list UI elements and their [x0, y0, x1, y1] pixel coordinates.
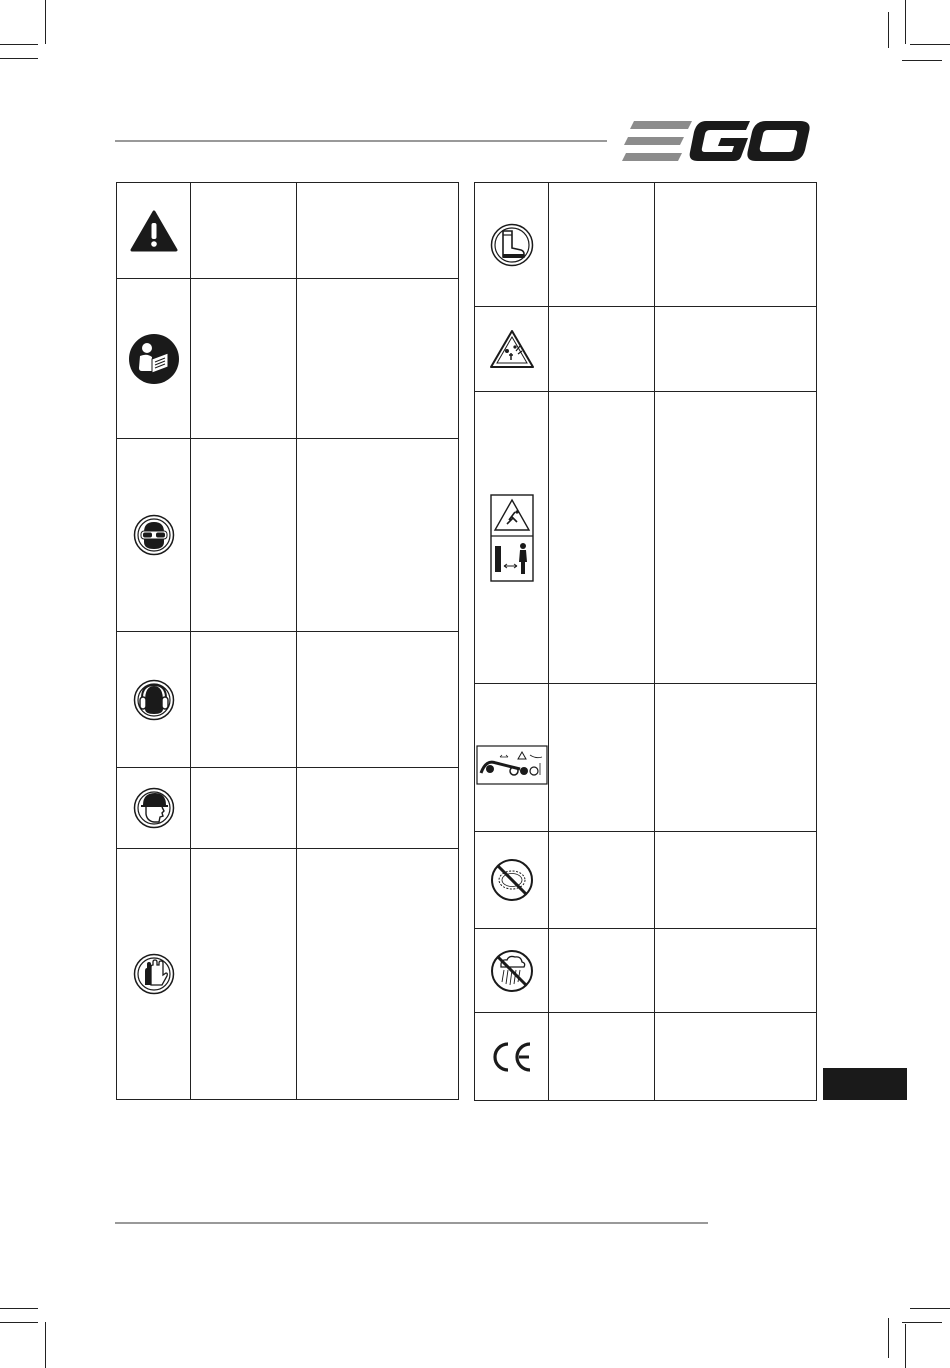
symbol-description [297, 632, 459, 768]
symbol-cell [475, 307, 549, 392]
header-rule [115, 140, 607, 142]
symbol-cell [117, 632, 191, 768]
symbol-cell [475, 392, 549, 684]
eye-protection-icon [133, 514, 175, 556]
symbol-name [191, 768, 297, 849]
table-row [475, 832, 817, 929]
read-manual-icon [128, 333, 180, 385]
symbol-cell [475, 1013, 549, 1101]
symbol-name [549, 684, 655, 832]
symbol-description [655, 392, 817, 684]
symbol-cell [117, 439, 191, 632]
crop-mark [888, 12, 889, 48]
symbol-cell [475, 832, 549, 929]
ego-logo [622, 118, 812, 164]
no-blade-icon [490, 858, 534, 902]
symbol-name [191, 849, 297, 1100]
ear-protection-icon [133, 679, 175, 721]
table-row [117, 768, 459, 849]
no-rain-icon [490, 949, 534, 993]
symbol-name [549, 929, 655, 1013]
symbol-description [655, 307, 817, 392]
symbol-name [549, 392, 655, 684]
ce-mark-icon [490, 1040, 534, 1074]
crop-mark [45, 0, 46, 44]
symbol-name [549, 183, 655, 307]
footer-rule [115, 1222, 708, 1224]
table-row [475, 392, 817, 684]
table-row [475, 929, 817, 1013]
crop-mark [905, 1324, 906, 1368]
symbol-cell [117, 279, 191, 439]
crop-mark [0, 44, 38, 45]
symbol-cell [117, 768, 191, 849]
symbol-description [655, 929, 817, 1013]
symbol-name [191, 279, 297, 439]
table-row [475, 307, 817, 392]
keep-bystanders-away-icon [490, 494, 534, 582]
table-row [117, 439, 459, 632]
symbol-description [297, 849, 459, 1100]
symbol-name [549, 307, 655, 392]
crop-mark [0, 1322, 38, 1323]
warning-triangle-icon [130, 210, 178, 252]
symbol-cell [475, 929, 549, 1013]
symbol-description [655, 684, 817, 832]
table-row [117, 279, 459, 439]
left-symbol-table [116, 182, 459, 1100]
symbol-name [549, 832, 655, 929]
crop-mark [910, 1308, 950, 1309]
table-row [117, 632, 459, 768]
crop-mark [0, 58, 38, 59]
table-row [475, 1013, 817, 1101]
crop-mark [902, 1322, 942, 1323]
symbol-name [191, 183, 297, 279]
gloves-icon [133, 953, 175, 995]
symbol-cell [117, 849, 191, 1100]
crop-mark [902, 60, 942, 61]
symbol-name [191, 632, 297, 768]
right-symbol-table [474, 182, 817, 1101]
table-row [117, 849, 459, 1100]
symbol-description [655, 1013, 817, 1101]
symbol-cell [475, 684, 549, 832]
crop-mark [888, 1318, 889, 1358]
symbol-description [297, 439, 459, 632]
crop-mark [910, 44, 950, 45]
symbol-name [549, 1013, 655, 1101]
head-protection-icon [133, 787, 175, 829]
thrown-objects-warning-icon [489, 329, 535, 369]
crop-mark [905, 0, 906, 44]
symbol-description [297, 183, 459, 279]
symbol-name [191, 439, 297, 632]
page-tab [823, 1068, 907, 1100]
symbol-description [297, 768, 459, 849]
symbol-cell [117, 183, 191, 279]
symbol-description [655, 832, 817, 929]
crop-mark [45, 1322, 46, 1368]
table-row [475, 183, 817, 307]
crop-mark [0, 1308, 38, 1309]
table-row [117, 183, 459, 279]
symbol-cell [475, 183, 549, 307]
symbol-description [655, 183, 817, 307]
table-row [475, 684, 817, 832]
trimmer-label-icon [476, 745, 548, 785]
safety-boots-icon [490, 223, 534, 267]
symbol-description [297, 279, 459, 439]
